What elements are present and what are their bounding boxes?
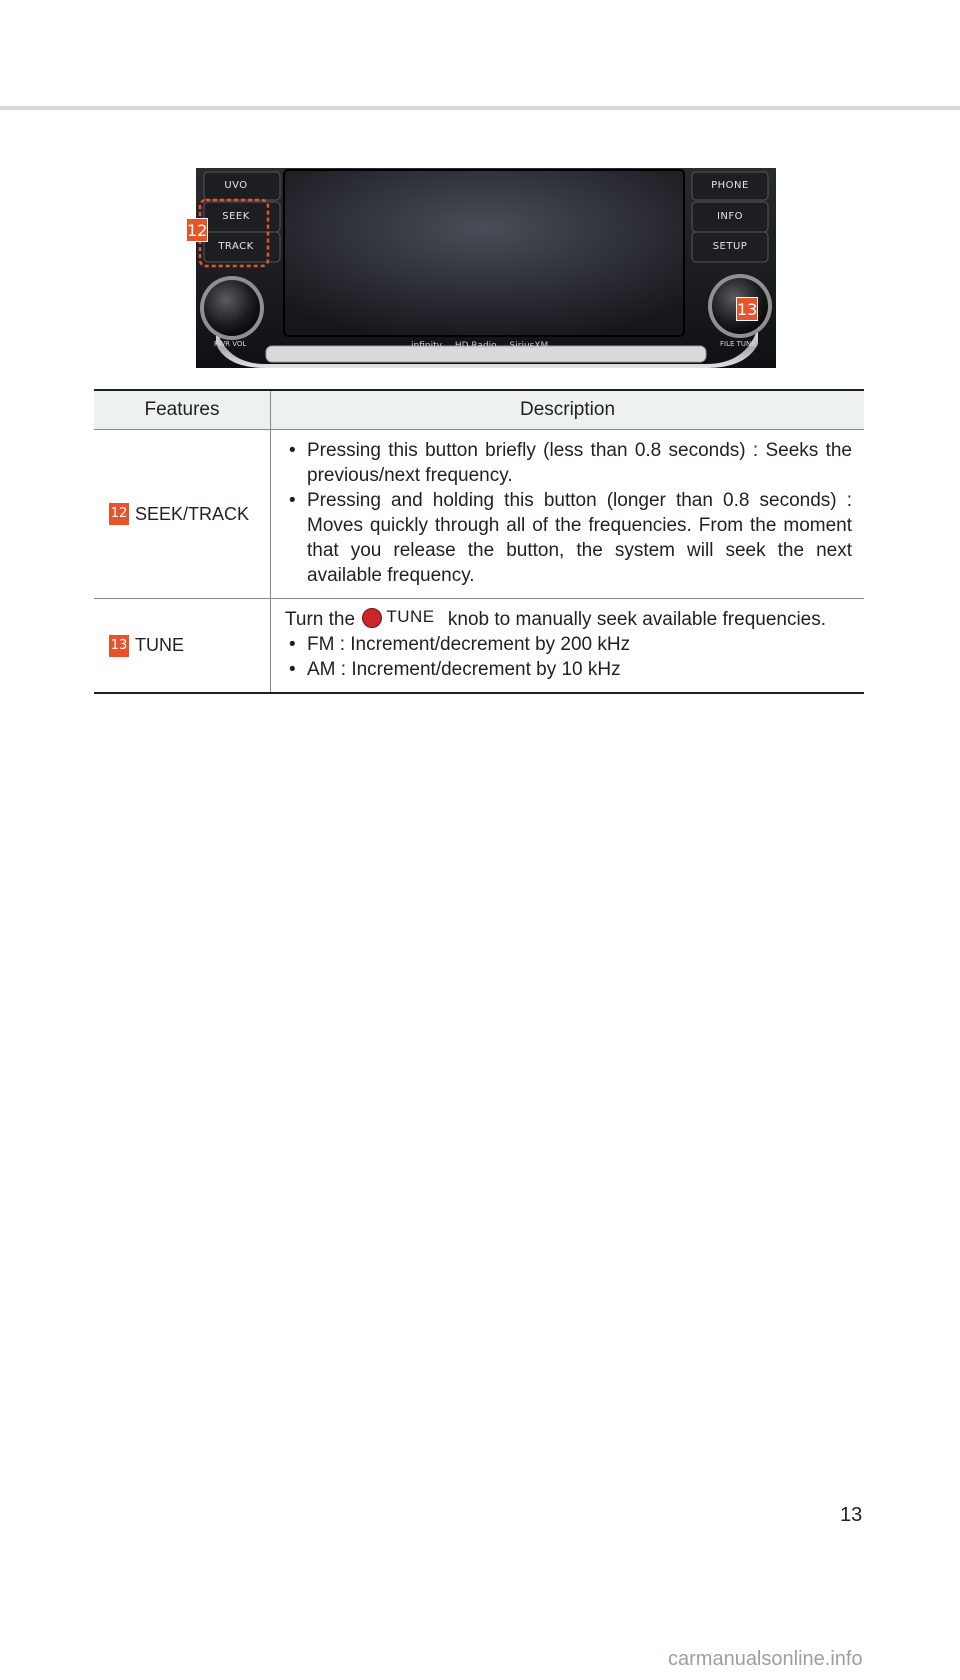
description-seek-track [271,430,865,599]
bullet-item: • AM : Increment/decrement by 10 kHz [285,657,852,682]
bullet-item: • Pressing and holding this button (longer than 0.8 seconds) : Moves quickly through all of the frequencies. From the moment that you release the button, the system will seek the next available frequency. [285,488,852,588]
header-features: Features [94,390,271,430]
siriusxm-logo: SiriusXM [509,341,549,351]
head-unit-body [196,168,776,368]
track-button[interactable]: TRACK [218,241,254,252]
phone-button[interactable]: PHONE [711,180,749,191]
hd-radio-logo: HD Radio [454,341,497,351]
table-row [94,599,864,694]
feature-tune [95,635,269,657]
page-number: 13 [840,1504,863,1526]
head-unit-illustration [196,168,776,368]
callout-13-badge: 13 [736,297,758,321]
brand-marks [411,341,558,351]
bullet-item: • Pressing this button briefly (less than 0.8 seconds) : Seeks the previous/next frequency. [285,438,852,488]
seek-button[interactable]: SEEK [222,211,250,222]
infinity-logo: infinity [411,341,442,351]
badge-13: 13 [109,635,129,657]
file-tune-label: FILE TUNE [720,340,756,348]
table-header-row [94,390,864,430]
badge-12: 12 [109,503,129,525]
feature-label: TUNE [135,635,184,655]
features-table [94,389,864,694]
header-description: Description [271,390,865,430]
bullet-item: • FM : Increment/decrement by 200 kHz [285,632,852,657]
feature-seek-track [95,503,269,525]
uvo-button[interactable]: UVO [224,180,248,191]
info-button[interactable]: INFO [716,211,744,222]
feature-label: SEEK/TRACK [135,503,250,524]
setup-button[interactable]: SETUP [712,241,748,252]
tune-intro: Turn the TUNE knob to manually seek available frequencies. [285,607,827,630]
callout-12-badge: 12 [186,218,208,242]
description-tune [271,599,865,694]
watermark: carmanualsonline.info [668,1648,863,1670]
top-rule [0,106,960,110]
tune-knob-label: TUNE [386,607,435,626]
table-row [94,430,864,599]
tune-knob-icon [362,608,382,628]
pwr-vol-label: PWR VOL [214,340,247,348]
